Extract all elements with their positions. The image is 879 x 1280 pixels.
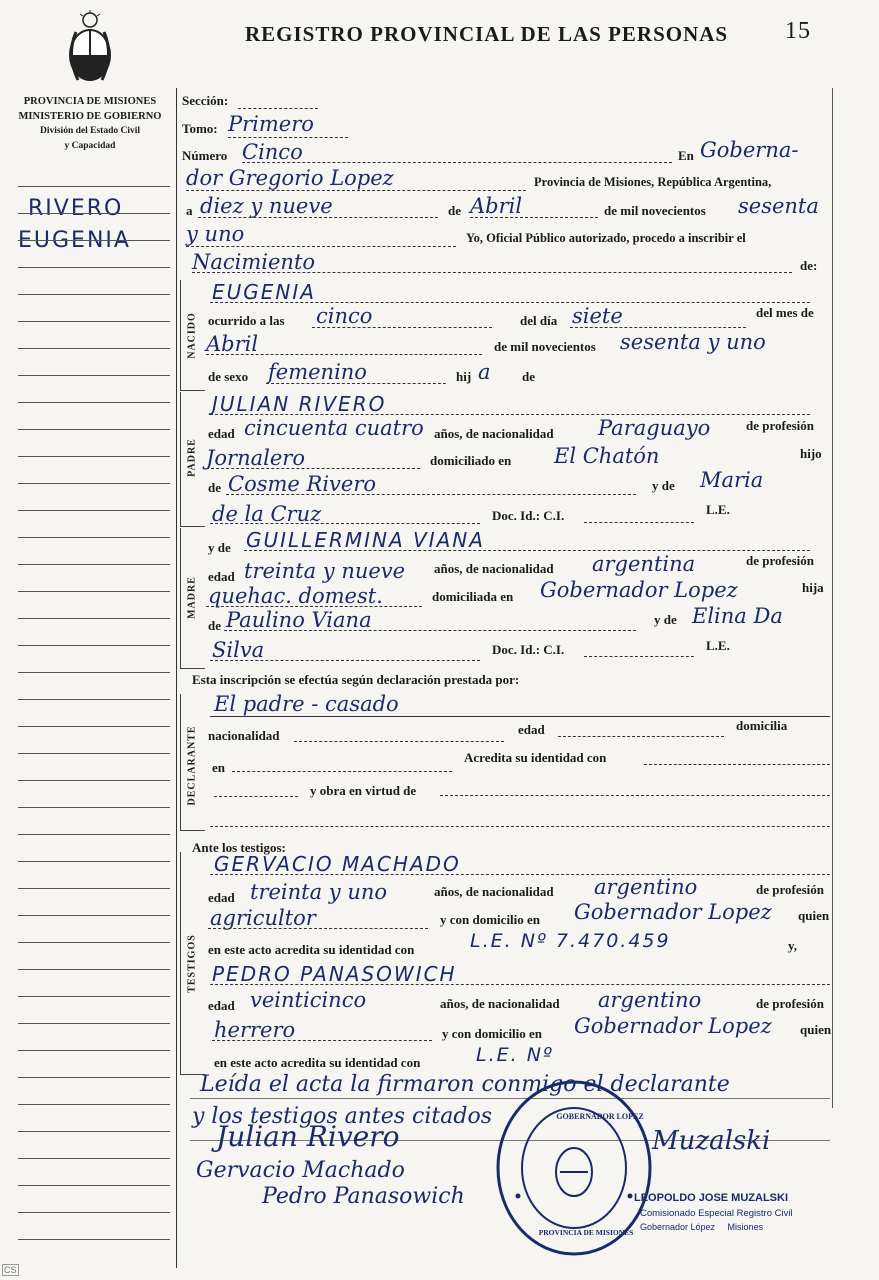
rule	[186, 190, 526, 191]
testigos-intro: Ante los testigos:	[192, 840, 286, 855]
margin-line	[18, 942, 170, 943]
madre-madre-1: Elina Da	[692, 604, 783, 628]
margin-line	[18, 996, 170, 997]
rule	[208, 928, 428, 929]
rule	[584, 522, 694, 523]
profesion-label: de profesión	[746, 418, 815, 433]
domicilio-label: domiciliado en	[430, 453, 512, 468]
margin-line	[18, 618, 170, 619]
edad-label: edad	[208, 569, 235, 584]
nacido-label: NACIDO	[186, 312, 198, 359]
scanner-mark: CS	[4, 1265, 17, 1275]
padre-madre-1: Maria	[700, 468, 764, 492]
nacido-hora: cinco	[316, 304, 373, 328]
numero-value: Cinco	[242, 140, 303, 164]
official-title: Comisionado Especial Registro Civil	[640, 1208, 793, 1219]
testigos-label: TESTIGOS	[186, 934, 198, 993]
margin-line	[18, 807, 170, 808]
rule	[210, 716, 830, 717]
doc-label: Doc. Id.: C.I.	[492, 508, 565, 523]
edad-label: edad	[518, 722, 545, 737]
doc-label: Doc. Id.: C.I.	[492, 642, 565, 657]
nacionalidad-label: nacionalidad	[208, 728, 280, 743]
margin-line	[18, 672, 170, 673]
nacionalidad-label: años, de nacionalidad	[440, 996, 560, 1011]
rule	[228, 137, 348, 138]
y-de-label: y de	[654, 612, 677, 627]
page-title: REGISTRO PROVINCIAL DE LAS PERSONAS	[245, 22, 729, 46]
rule	[294, 741, 504, 742]
profesion-label: de profesión	[756, 882, 825, 897]
fecha-mes: Abril	[470, 194, 523, 218]
official-place: Gobernador López Misiones	[640, 1222, 764, 1232]
en-label: en	[212, 760, 225, 775]
de-label: de	[208, 480, 221, 495]
margin-line	[18, 969, 170, 970]
le-label: L.E.	[706, 502, 730, 517]
madre-edad: treinta y nueve	[244, 559, 406, 583]
coat-of-arms-icon	[62, 10, 118, 94]
hij-suffix: a	[478, 360, 491, 384]
margin-line	[18, 780, 170, 781]
signature-witness-1: Gervacio Machado	[196, 1158, 405, 1183]
testigo2-doc: L.E. Nº	[476, 1044, 554, 1066]
margin-line	[18, 699, 170, 700]
rule	[210, 523, 480, 524]
a-label: a	[186, 203, 193, 218]
nacido-dia: siete	[572, 304, 623, 328]
provincia-text: Provincia de Misiones, República Argentina,	[534, 175, 772, 189]
edad-label: edad	[208, 998, 235, 1013]
margin-line	[18, 564, 170, 565]
anio-label: de mil novecientos	[494, 339, 596, 354]
rule	[224, 630, 636, 631]
hij-label: hij	[456, 369, 472, 384]
rule	[570, 327, 746, 328]
rule	[244, 550, 810, 551]
margin-line	[18, 186, 170, 187]
margin-surname: RIVERO	[28, 196, 124, 221]
nacido-anio: sesenta y uno	[620, 330, 766, 354]
quien-label: quien	[798, 908, 830, 923]
margin-line	[18, 1158, 170, 1159]
profesion-label: de profesión	[756, 996, 825, 1011]
rule	[584, 656, 694, 657]
closing-note-2: y los testigos antes citados	[192, 1104, 492, 1129]
domicilio-label: y con domicilio en	[440, 912, 541, 927]
rule	[312, 327, 492, 328]
profesion-label: de profesión	[746, 553, 815, 568]
margin-line	[18, 240, 170, 241]
fecha-anio-2: y uno	[186, 222, 245, 246]
margin-line	[18, 1050, 170, 1051]
rule	[198, 217, 438, 218]
acredita-label: Acredita su identidad con	[464, 750, 607, 765]
hijo-label: hijo	[800, 446, 822, 461]
rule	[558, 736, 724, 737]
testigo2-profesion: herrero	[214, 1018, 296, 1042]
authority-block	[10, 94, 170, 154]
nacido-mes: Abril	[206, 332, 259, 356]
margin-line	[18, 429, 170, 430]
margin-line	[18, 375, 170, 376]
acto-value: Nacimiento	[192, 250, 316, 274]
authority-line: División del Estado Civil	[39, 126, 141, 136]
de-colon: de:	[800, 258, 818, 273]
rule	[232, 771, 452, 772]
dia-label: del día	[520, 313, 558, 328]
nacionalidad-label: años, de nacionalidad	[434, 426, 554, 441]
fecha-dia: diez y nueve	[200, 194, 333, 218]
rule	[210, 660, 480, 661]
testigo2-nombre: PEDRO PANASOWICH	[212, 962, 457, 986]
padre-padre: Cosme Rivero	[228, 472, 377, 496]
padre-madre-2: de la Cruz	[212, 502, 322, 526]
rule	[212, 1040, 432, 1041]
madre-domicilio: Gobernador Lopez	[540, 578, 738, 602]
testigo1-nombre: GERVACIO MACHADO	[214, 852, 461, 876]
edad-label: edad	[208, 890, 235, 905]
margin-line	[18, 402, 170, 403]
rule	[210, 414, 810, 415]
signature-witness-2: Pedro Panasowich	[262, 1184, 465, 1209]
margin-line	[18, 537, 170, 538]
rule	[470, 217, 598, 218]
testigo1-profesion: agricultor	[210, 906, 316, 930]
page-number: 15	[785, 18, 811, 44]
margin-line	[18, 915, 170, 916]
madre-nacionalidad: argentina	[592, 552, 696, 576]
margin-rule	[176, 88, 177, 1268]
margin-line	[18, 1131, 170, 1132]
padre-profesion: Jornalero	[206, 446, 305, 470]
testigo1-nacionalidad: argentino	[594, 875, 698, 899]
y-label: y,	[788, 938, 798, 953]
mil-text: de mil novecientos	[604, 203, 706, 218]
lugar-value-1: Goberna-	[700, 138, 799, 162]
madre-label: MADRE	[186, 576, 198, 619]
rule	[226, 494, 636, 495]
rule	[210, 874, 830, 875]
margin-line	[18, 1023, 170, 1024]
rule	[644, 764, 830, 765]
margin-line	[18, 1077, 170, 1078]
rule	[210, 984, 830, 985]
rule	[242, 162, 672, 163]
margin-line	[18, 1104, 170, 1105]
closing-note-1: Leída el acta la firmaron conmigo el declarante	[200, 1072, 730, 1097]
margin-line	[18, 294, 170, 295]
de-label: de	[208, 618, 221, 633]
domicilio-label: domiciliada en	[432, 589, 514, 604]
testigo2-edad: veinticinco	[250, 988, 367, 1012]
acredita-label: en este acto acredita su identidad con	[208, 942, 415, 957]
nacido-sexo: femenino	[268, 360, 367, 384]
madre-madre-2: Silva	[212, 638, 265, 662]
authority-line: MINISTERIO DE GOBIERNO	[18, 111, 162, 122]
hija-label: hija	[802, 580, 824, 595]
obra-label: y obra en virtud de	[310, 783, 417, 798]
en-label: En	[678, 148, 694, 163]
madre-nombre: GUILLERMINA VIANA	[246, 528, 485, 552]
testigo2-domicilio: Gobernador Lopez	[574, 1014, 772, 1038]
rule	[266, 383, 446, 384]
signature-official: Muzalski	[652, 1126, 771, 1156]
signature-father: Julian Rivero	[216, 1120, 400, 1153]
madre-profesion: quehac. domest.	[208, 584, 383, 608]
authority-line: PROVINCIA DE MISIONES	[23, 96, 157, 107]
rule	[206, 468, 420, 469]
margin-given-name: EUGENIA	[18, 228, 131, 253]
quien-label: quien	[800, 1022, 832, 1037]
de-label: de	[522, 369, 535, 384]
ocurrido-label: ocurrido a las	[208, 313, 285, 328]
margin-line	[18, 645, 170, 646]
margin-line	[18, 348, 170, 349]
domicilia-label: domicilia	[736, 718, 788, 733]
padre-nombre: JULIAN RIVERO	[212, 392, 387, 416]
seal-place: GOBERNADOR LOPEZ	[556, 1112, 644, 1121]
padre-edad: cincuenta cuatro	[244, 416, 424, 440]
margin-line	[18, 888, 170, 889]
margin-line	[18, 1239, 170, 1240]
rule	[206, 606, 422, 607]
margin-line	[18, 483, 170, 484]
declarante-label: DECLARANTE	[186, 725, 198, 806]
rule	[192, 272, 792, 273]
margin-line	[18, 321, 170, 322]
y-de-label: y de	[652, 478, 675, 493]
margin-line	[18, 267, 170, 268]
margin-line	[18, 1212, 170, 1213]
rule	[210, 302, 810, 303]
margin-line	[18, 1185, 170, 1186]
form-right-rule	[832, 88, 833, 1108]
tomo-value: Primero	[228, 112, 314, 136]
authority-line: y Capacidad	[64, 141, 116, 151]
padre-nacionalidad: Paraguayo	[598, 416, 711, 440]
lugar-value-2: dor Gregorio Lopez	[186, 166, 394, 190]
testigo2-nacionalidad: argentino	[598, 988, 702, 1012]
rule	[214, 796, 298, 797]
numero-label: Número	[182, 148, 228, 163]
official-name: LEOPOLDO JOSE MUZALSKI	[634, 1192, 789, 1204]
sexo-label: de sexo	[208, 369, 249, 384]
acredita-label: en este acto acredita su identidad con	[214, 1055, 421, 1070]
rule	[238, 108, 318, 109]
testigo1-edad: treinta y uno	[250, 880, 388, 904]
tomo-label: Tomo:	[182, 121, 218, 136]
edad-label: edad	[208, 426, 235, 441]
mes-label: del mes de	[756, 305, 814, 320]
nacido-nombre: EUGENIA	[212, 280, 316, 304]
margin-line	[18, 726, 170, 727]
madre-padre: Paulino Viana	[226, 608, 372, 632]
padre-domicilio: El Chatón	[554, 444, 660, 468]
rule	[440, 795, 830, 796]
declarante-quien: El padre - casado	[214, 692, 399, 716]
nacionalidad-label: años, de nacionalidad	[434, 884, 554, 899]
yo-text: Yo, Oficial Público autorizado, procedo a inscribir el	[466, 231, 746, 245]
margin-line	[18, 753, 170, 754]
margin-line	[18, 510, 170, 511]
testigo1-doc: L.E. Nº 7.470.459	[470, 930, 671, 952]
padre-label: PADRE	[186, 438, 198, 477]
nacionalidad-label: años, de nacionalidad	[434, 561, 554, 576]
seccion-label: Sección:	[182, 93, 229, 108]
declarante-intro: Esta inscripción se efectúa según declaración prestada por:	[192, 672, 520, 687]
le-label: L.E.	[706, 638, 730, 653]
margin-line	[18, 213, 170, 214]
domicilio-label: y con domicilio en	[442, 1026, 543, 1041]
margin-line	[18, 834, 170, 835]
rule	[210, 826, 830, 827]
y-de-label: y de	[208, 540, 231, 555]
rule	[186, 246, 456, 247]
rule	[206, 354, 482, 355]
seal-province: PROVINCIA DE MISIONES	[538, 1228, 634, 1237]
fecha-anio-1: sesenta	[738, 194, 819, 218]
testigo1-domicilio: Gobernador Lopez	[574, 900, 772, 924]
margin-line	[18, 456, 170, 457]
de-label: de	[448, 203, 461, 218]
margin-line	[18, 591, 170, 592]
margin-line	[18, 861, 170, 862]
